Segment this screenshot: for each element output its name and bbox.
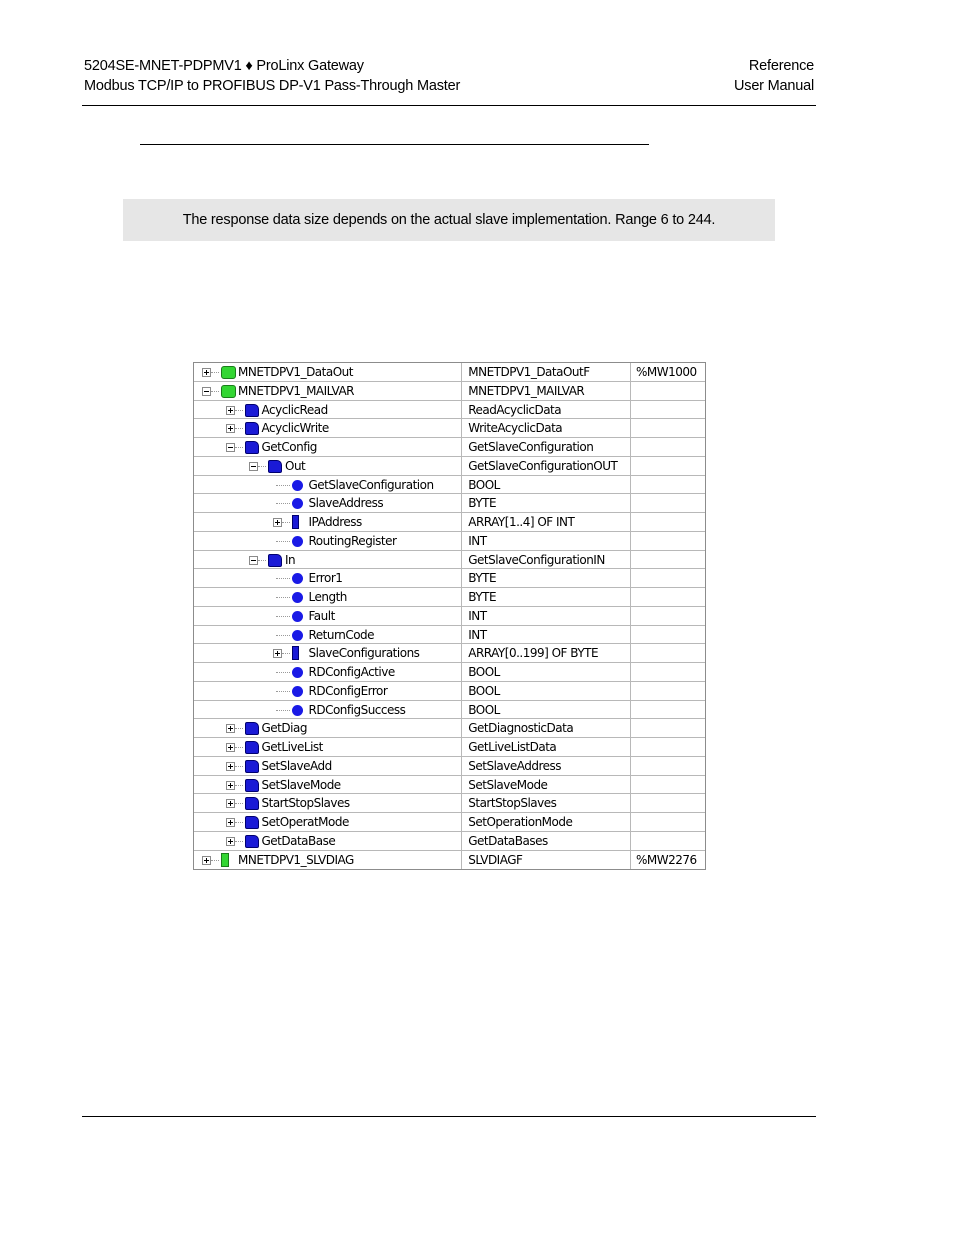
- tree-item-name: SetSlaveMode: [261, 777, 341, 792]
- expand-icon[interactable]: [226, 743, 235, 752]
- tree-item-address: [631, 607, 705, 625]
- tree-connector: [235, 747, 243, 748]
- tree-item-type: SetSlaveAddress: [462, 757, 631, 775]
- blue-dot-icon: [292, 611, 303, 622]
- header-left: [84, 56, 460, 96]
- tree-connector: [276, 597, 290, 598]
- tree-row[interactable]: [194, 569, 705, 588]
- tree-item-address: %MW2276: [635, 852, 697, 867]
- tree-name-cell: [194, 438, 462, 456]
- tree-connector: [276, 578, 290, 579]
- tree-name-cell: [194, 719, 462, 737]
- tree-connector: [276, 616, 290, 617]
- blue-dot-icon: [292, 686, 303, 697]
- tree-name-cell: [194, 701, 462, 719]
- tree-item-address: [631, 663, 705, 681]
- tree-item-address: [631, 813, 705, 831]
- tree-connector: [258, 466, 266, 467]
- blue-array-icon: [292, 646, 299, 660]
- tree-item-type: MNETDPV1_DataOutF: [462, 363, 631, 381]
- tree-connector: [235, 728, 243, 729]
- expand-icon[interactable]: [226, 406, 235, 415]
- header-doc-type: User Manual: [734, 78, 814, 94]
- tree-item-type: SetOperationMode: [462, 813, 631, 831]
- tree-name-cell: [194, 757, 462, 775]
- collapse-icon[interactable]: [202, 387, 211, 396]
- tree-connector: [276, 485, 290, 486]
- footer-rule: [82, 1116, 816, 1117]
- tree-connector: [211, 860, 219, 861]
- tree-item-name: StartStopSlaves: [261, 796, 350, 811]
- expand-icon[interactable]: [226, 724, 235, 733]
- expand-icon[interactable]: [226, 762, 235, 771]
- tree-item-type: MNETDPV1_MAILVAR: [462, 382, 631, 400]
- blue-dot-icon: [292, 480, 303, 491]
- collapse-icon[interactable]: [226, 443, 235, 452]
- tree-item-name: IPAddress: [308, 515, 362, 529]
- tree-row[interactable]: [194, 813, 705, 832]
- tree-item-name: Fault: [308, 608, 335, 623]
- tree-item-address: [631, 644, 705, 662]
- tree-connector: [235, 803, 243, 804]
- tree-row[interactable]: [194, 851, 705, 870]
- tree-item-name: In: [285, 552, 296, 567]
- green-folder-icon: [221, 385, 236, 398]
- tree-item-name: SlaveAddress: [308, 496, 384, 511]
- header-section: Reference: [748, 58, 814, 74]
- expand-icon[interactable]: [226, 818, 235, 827]
- tree-item-type: ARRAY[1..4] OF INT: [462, 513, 631, 531]
- expand-icon[interactable]: [202, 368, 211, 377]
- tree-name-cell: [194, 513, 462, 531]
- tree-item-type: GetSlaveConfigurationOUT: [462, 457, 631, 475]
- tree-connector: [276, 691, 290, 692]
- tree-name-cell: [194, 419, 462, 437]
- tree-item-address: [631, 757, 705, 775]
- blue-dot-icon: [292, 630, 303, 641]
- expand-icon[interactable]: [226, 837, 235, 846]
- tree-item-address: [631, 419, 705, 437]
- blue-struct-icon: [245, 816, 259, 829]
- tree-connector: [258, 560, 266, 561]
- tree-item-address: %MW1000: [635, 365, 697, 379]
- header-right: [734, 56, 814, 96]
- tree-item-type: BOOL: [462, 682, 631, 700]
- tree-name-cell: [194, 738, 462, 756]
- tree-row[interactable]: [194, 776, 705, 795]
- tree-name-cell: [194, 569, 462, 587]
- blue-struct-icon: [245, 779, 259, 792]
- blue-dot-icon: [292, 667, 303, 678]
- tree-row[interactable]: [194, 607, 705, 626]
- expand-icon[interactable]: [202, 856, 211, 865]
- note-text: The response data size depends on the actual slave implementation. Range 6 to 244.: [182, 212, 716, 228]
- tree-item-type: GetDiagnosticData: [462, 719, 631, 737]
- blue-dot-icon: [292, 573, 303, 584]
- blue-dot-icon: [292, 592, 303, 603]
- tree-row[interactable]: [194, 626, 705, 645]
- tree-row[interactable]: [194, 794, 705, 813]
- tree-connector: [282, 522, 290, 523]
- tree-name-cell: [194, 363, 462, 381]
- tree-name-cell: [194, 532, 462, 550]
- tree-name-cell: [194, 663, 462, 681]
- tree-row[interactable]: [194, 532, 705, 551]
- tree-item-type: INT: [462, 607, 631, 625]
- tree-item-type: SetSlaveMode: [462, 776, 631, 794]
- tree-item-address: [631, 513, 705, 531]
- tree-item-address: [631, 832, 705, 850]
- expand-icon[interactable]: [273, 518, 282, 527]
- tree-item-type: WriteAcyclicData: [462, 419, 631, 437]
- blue-struct-icon: [245, 404, 259, 417]
- blue-struct-icon: [245, 441, 259, 454]
- tree-item-name: GetConfig: [261, 440, 317, 454]
- tree-item-name: GetSlaveConfiguration: [308, 477, 434, 492]
- tree-item-type: SLVDIAGF: [462, 851, 631, 870]
- tree-name-cell: [194, 794, 462, 812]
- header-product-subtitle: Modbus TCP/IP to PROFIBUS DP-V1 Pass-Through Master: [84, 78, 461, 94]
- tree-item-type: INT: [462, 532, 631, 550]
- blue-dot-icon: [292, 705, 303, 716]
- tree-item-type: BYTE: [462, 494, 631, 512]
- tree-name-cell: [194, 832, 462, 850]
- tree-item-address: [631, 476, 705, 494]
- tree-name-cell: [194, 457, 462, 475]
- tree-item-name: MNETDPV1_MAILVAR: [238, 383, 355, 398]
- tree-item-type: BYTE: [462, 588, 631, 606]
- tree-item-name: GetDiag: [261, 721, 307, 736]
- collapse-icon[interactable]: [249, 462, 258, 471]
- tree-item-address: [631, 532, 705, 550]
- tree-connector: [211, 372, 219, 373]
- tree-item-address: [631, 626, 705, 644]
- tree-item-address: [631, 776, 705, 794]
- tree-name-cell: [194, 476, 462, 494]
- tree-item-name: SlaveConfigurations: [308, 646, 420, 661]
- tree-row[interactable]: [194, 494, 705, 513]
- tree-connector: [235, 785, 243, 786]
- tree-connector: [211, 391, 219, 392]
- blue-struct-icon: [245, 797, 259, 810]
- tree-item-address: [631, 719, 705, 737]
- tree-item-type: ReadAcyclicData: [462, 401, 631, 419]
- tree-row[interactable]: [194, 738, 705, 757]
- tree-item-address: [631, 401, 705, 419]
- green-variable-icon: [221, 853, 229, 867]
- tree-item-address: [631, 457, 705, 475]
- tree-row[interactable]: [194, 701, 705, 720]
- blue-struct-icon: [245, 835, 259, 848]
- tree-item-type: BOOL: [462, 701, 631, 719]
- blue-dot-icon: [292, 498, 303, 509]
- tree-row[interactable]: [194, 588, 705, 607]
- note-box: [123, 199, 775, 241]
- tree-item-name: Length: [308, 590, 347, 604]
- tree-name-cell: [194, 851, 462, 870]
- tree-connector: [235, 410, 243, 411]
- tree-row[interactable]: [194, 438, 705, 457]
- tree-connector: [235, 447, 243, 448]
- tree-item-address: [631, 738, 705, 756]
- tree-row[interactable]: [194, 457, 705, 476]
- tree-item-type: GetSlaveConfiguration: [462, 438, 631, 456]
- tree-name-cell: [194, 551, 462, 569]
- tree-connector: [282, 653, 290, 654]
- tree-connector: [276, 635, 290, 636]
- expand-icon[interactable]: [226, 424, 235, 433]
- tree-item-name: RoutingRegister: [308, 533, 397, 548]
- blue-array-icon: [292, 515, 299, 529]
- tree-name-cell: [194, 607, 462, 625]
- tree-row[interactable]: [194, 682, 705, 701]
- tree-item-type: GetLiveListData: [462, 738, 631, 756]
- tree-connector: [235, 841, 243, 842]
- tree-item-address: [631, 438, 705, 456]
- tree-item-type: StartStopSlaves: [462, 794, 631, 812]
- tree-item-type: BYTE: [462, 569, 631, 587]
- tree-connector: [276, 710, 290, 711]
- blue-struct-icon: [245, 422, 259, 435]
- expand-icon[interactable]: [226, 781, 235, 790]
- tree-item-address: [631, 494, 705, 512]
- tree-item-type: GetDataBases: [462, 832, 631, 850]
- section-rule: [140, 144, 649, 145]
- tree-item-name: Out: [285, 458, 306, 473]
- header-product-title: 5204SE-MNET-PDPMV1 ♦ ProLinx Gateway: [84, 58, 364, 74]
- expand-icon[interactable]: [226, 799, 235, 808]
- tree-name-cell: [194, 813, 462, 831]
- tree-row[interactable]: [194, 644, 705, 663]
- tree-row[interactable]: [194, 401, 705, 420]
- tree-name-cell: [194, 588, 462, 606]
- blue-struct-icon: [268, 460, 282, 473]
- variable-tree-table: [193, 362, 706, 870]
- tree-row[interactable]: [194, 419, 705, 438]
- tree-item-type: BOOL: [462, 476, 631, 494]
- tree-name-cell: [194, 682, 462, 700]
- tree-item-address: [631, 551, 705, 569]
- expand-icon[interactable]: [273, 649, 282, 658]
- tree-connector: [235, 822, 243, 823]
- blue-struct-icon: [268, 554, 282, 567]
- tree-row[interactable]: [194, 663, 705, 682]
- blue-struct-icon: [245, 722, 259, 735]
- tree-item-name: Error1: [308, 571, 343, 586]
- tree-row[interactable]: [194, 551, 705, 570]
- tree-connector: [276, 672, 290, 673]
- tree-item-name: MNETDPV1_SLVDIAG: [238, 852, 354, 867]
- tree-name-cell: [194, 382, 462, 400]
- tree-item-address: [631, 682, 705, 700]
- tree-connector: [235, 766, 243, 767]
- tree-item-address: [631, 569, 705, 587]
- collapse-icon[interactable]: [249, 556, 258, 565]
- tree-item-address: [631, 701, 705, 719]
- tree-row[interactable]: [194, 513, 705, 532]
- tree-name-cell: [194, 644, 462, 662]
- blue-struct-icon: [245, 760, 259, 773]
- tree-name-cell: [194, 626, 462, 644]
- tree-item-type: BOOL: [462, 663, 631, 681]
- tree-item-name: RDConfigError: [308, 683, 388, 698]
- tree-name-cell: [194, 401, 462, 419]
- tree-item-address: [631, 794, 705, 812]
- blue-dot-icon: [292, 536, 303, 547]
- tree-item-address: [631, 588, 705, 606]
- tree-connector: [276, 503, 290, 504]
- tree-item-name: RDConfigActive: [308, 665, 395, 679]
- tree-item-name: AcyclicWrite: [261, 421, 329, 436]
- tree-item-name: AcyclicRead: [261, 402, 328, 417]
- header-rule: [82, 105, 816, 106]
- tree-row[interactable]: [194, 757, 705, 776]
- tree-item-name: GetDataBase: [261, 833, 336, 848]
- tree-item-name: GetLiveList: [261, 740, 323, 754]
- tree-item-name: RDConfigSuccess: [308, 702, 406, 717]
- tree-row[interactable]: [194, 476, 705, 495]
- blue-struct-icon: [245, 741, 259, 754]
- tree-item-name: MNETDPV1_DataOut: [238, 365, 353, 379]
- tree-row[interactable]: [194, 832, 705, 851]
- tree-connector: [235, 428, 243, 429]
- tree-connector: [276, 541, 290, 542]
- tree-item-type: GetSlaveConfigurationIN: [462, 551, 631, 569]
- tree-item-type: ARRAY[0..199] OF BYTE: [462, 644, 631, 662]
- tree-name-cell: [194, 776, 462, 794]
- tree-item-type: INT: [462, 626, 631, 644]
- green-folder-icon: [221, 366, 236, 379]
- tree-name-cell: [194, 494, 462, 512]
- tree-row[interactable]: [194, 363, 705, 382]
- tree-item-address: [631, 382, 705, 400]
- tree-item-name: ReturnCode: [308, 627, 375, 642]
- tree-item-name: SetSlaveAdd: [261, 758, 332, 773]
- tree-row[interactable]: [194, 719, 705, 738]
- tree-item-name: SetOperatMode: [261, 815, 349, 829]
- tree-row[interactable]: [194, 382, 705, 401]
